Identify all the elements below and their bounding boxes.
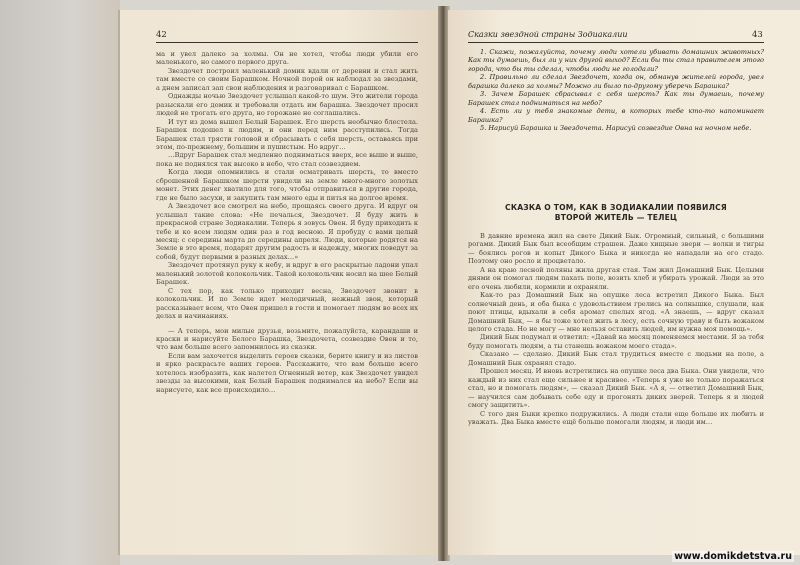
paragraph: А Звездочет все смотрел на небо, прощаясь своего друга. И вдруг он услышал такие слова: «Не печалься, Звездочет. Я буду жить в прекрасной стране Зодиакалии. Теперь я зовусь Овен. Я буду приходить к тебе и ко всем людям один раз в год весною. Я пробуду с вами целый месяц: с середины марта до середины апреля. Люди, которые родятся на Земле в это время, подарят другим радость и надежду, многих поведут за собой, будут первыми в разных делах…» bbox=[156, 202, 418, 261]
paragraph: Дикий Бык подумал и ответил: «Давай на месяц поменяемся местами. Я за тебя буду помогать людям, а ты станешь вожаком моего стада». bbox=[468, 333, 764, 350]
scan-background bbox=[0, 0, 120, 565]
question: 5. Нарисуй Барашка и Звездочета. Нарисуй созвездие Овна на ночном небе. bbox=[480, 124, 752, 133]
story-title: СКАЗКА О ТОМ, КАК В ЗОДИАКАЛИИ ПОЯВИЛСЯ ВТОРОЙ ЖИТЕЛЬ — ТЕЛЕЦ bbox=[505, 203, 727, 222]
question: 3. Зачем Барашек сбрасывал с себя шерсть? Как ты думаешь, почему Барашек стал подниматься на небо? bbox=[468, 90, 764, 107]
right-page-number: 43 bbox=[752, 30, 763, 40]
paragraph: Однажды ночью Звездочет услышал какой-то шум. Это жители города разыскали его домик и требовали отдать им барашка. Звездочет просил людей не трогать его друга, но горожане не соглашались. bbox=[156, 92, 418, 118]
right-page-text bbox=[468, 232, 764, 426]
paragraph: Если вам захочется выделить героев сказки, берите книгу и из листов и ярко раскрасьте ваших героев. Расскажите, что вам больше всего хотелось изобразить, как налетел Огненный ветер, как Звездочет увидел звезды за высокими, как Белый Барашек поднимался на небо? Если вы нарисуете, как все происходило… bbox=[156, 351, 418, 394]
paragraph: — А теперь, мои милые друзья, возьмите, пожалуйста, карандаши и краски и нарисуйте Белого Барашка, Звездочета, созвездие Овен и то, что вам больше всего запомнилось из сказки. bbox=[156, 326, 418, 352]
watermark: www.domikdetstva.ru bbox=[674, 551, 792, 562]
paragraph: Прошел месяц. И вновь встретились на опушке леса два Быка. Они увидели, что каждый из них стал еще сильнее и красивее. «Теперь я уже не только поражаться стал, но и помогать людям», — сказал Дикий Бык. «А я, — ответил Домашний Бык, — научился сам добывать себе еду и прогонять диких зверей. Теперь я и людей смогу защитить». bbox=[468, 367, 764, 410]
paragraph: Когда люди опомнились и стали осматривать шерсть, то вместо сброшенной Барашком шерсти увидели на земле много-много золотых монет. Этих денег хватило для того, чтобы отправиться в другие города, где не было засухи, и закупить там много еды и питья на долгое время. bbox=[156, 168, 418, 202]
paragraph: Звездочет протянул руку к небу, и вдруг в его раскрытые ладони упал маленький золотой колокольчик. Такой колокольчик носил на шее Белый Барашек. bbox=[156, 261, 418, 287]
question: 2. Правильно ли сделал Звездочет, когда он, обманув жителей города, увел барашка далеко за холмы? Можно ли было по-другому уберечь Барашка? bbox=[468, 73, 764, 90]
paragraph: Сказано — сделано. Дикий Бык стал трудиться вместе с людьми на поле, а Домашний Бык охранял стадо. bbox=[468, 350, 764, 367]
paragraph: Звездочет построил маленький домик вдали от деревни и стал жить там вместе со своим Барашком. Ночной порой он наблюдал за звездами, а днем записал зап свои наблюдения и разговаривал с Барашком. bbox=[156, 66, 418, 92]
right-header-rule bbox=[468, 42, 764, 43]
story-title-block bbox=[498, 203, 734, 223]
paragraph: А на краю лесной поляны жила другая стая. Там жил Домашний Бык. Целыми днями он помогал людям пахать поле, возить хлеб и убирать урожай. Люди за это его очень любили, кормили и охраняли. bbox=[468, 265, 764, 291]
question: 4. Есть ли у тебя знакомые дети, в которых тебе кто-то напоминает Барашка? bbox=[468, 107, 764, 124]
paragraph: Как-то раз Домашний Бык на опушке леса встретил Дикого Быка. Был солнечный день, и оба быка с удовольствием грелись на солнышке, слушали, как поют птицы, вдыхали в себя аромат спелых ягод. «А знаешь, — вдруг сказал Домашний Бык, — я бы тоже хотел жить в лесу, есть сочную траву и быть вожаком целого стада. Но не могу — мне нельзя оставить людей, им нужна моя помощь». bbox=[468, 291, 764, 333]
question: 1. Скажи, пожалуйста, почему люди хотели убивать домашних животных? Как ты думаешь, был ли у них другой выход? Если бы ты стал правителем этого города, что бы ты сделал, чтобы люди не голодали? bbox=[468, 48, 764, 73]
questions-block bbox=[468, 48, 764, 133]
paragraph: ма и увел далеко за холмы. Он не хотел, чтобы люди убили его маленького, но самого первого друга. bbox=[156, 50, 418, 67]
paragraph: В давние времена жил на свете Дикий Бык. Огромный, сильный, с большими рогами. Дикий Бык был всеобщим страшен. Даже хищные звери — волки и тигры — боялись рогов и копыт Дикого Быка и никогда не нападали на его стадо. Поэтому оно росло и процветало. bbox=[468, 232, 764, 266]
left-header-rule bbox=[156, 42, 418, 43]
left-page bbox=[118, 10, 440, 555]
left-page-text bbox=[156, 50, 418, 394]
paragraph: С тех пор, как только приходит весна, Звездочет звонит в колокольчик. И по Земле идет мелодичный, нежный звон, который рассказывает всем, что Овен пришел в гости и помогает людям во всех их делах и начинаниях. bbox=[156, 286, 418, 321]
left-page-number: 42 bbox=[156, 30, 167, 40]
paragraph: С того дня Быки крепко подружились. А люди стали еще больше их любить и уважать. Два Быка вместе ещё больше помогали людям, и люди им… bbox=[468, 409, 764, 426]
right-page bbox=[448, 10, 800, 555]
paragraph: …Вдруг Барашек стал медленно подниматься вверх, все выше и выше, пока не поднялся так высоко в небо, что стал созвездием. bbox=[156, 151, 418, 168]
paragraph: И тут из дома вышел Белый Барашек. Его шерсть необычно блестела. Барашек подошел к людям, и они перед ним расступились. Тогда Барашек стал трясти головой и сбрасывать с себя шерсть, оставаясь при этом, по-прежнему, большим и пушистым. Но вдруг… bbox=[156, 117, 418, 151]
running-header: Сказки звездной страны Зодиакалии bbox=[468, 30, 628, 39]
